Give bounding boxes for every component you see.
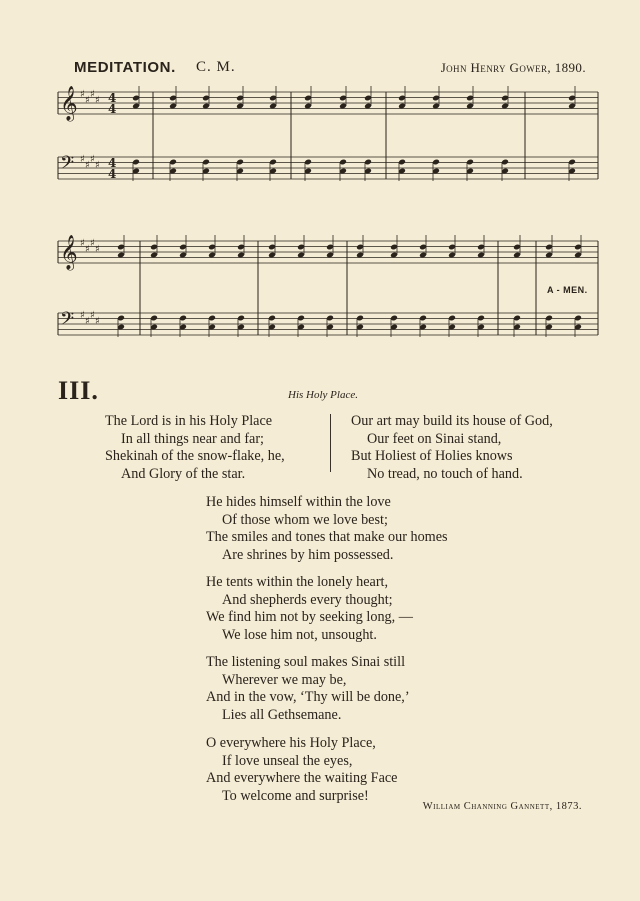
- stanza-1: [105, 413, 285, 483]
- amen-text: A - MEN.: [547, 285, 588, 295]
- stanza-2: [351, 413, 553, 483]
- sharp-sign: ♯: [80, 238, 85, 249]
- music-score: [0, 0, 640, 350]
- stanza-line: And in the vow, ‘Thy will be done,’: [206, 689, 410, 706]
- stanza-line: He hides himself within the love: [206, 494, 391, 510]
- hymn-title: His Holy Place.: [288, 389, 358, 401]
- stanza-line: No tread, no touch of hand.: [367, 465, 523, 482]
- stanza-line: He tents within the lonely heart,: [206, 574, 389, 590]
- bass-clef: 𝄢: [60, 309, 75, 334]
- stanza-line: Are shrines by him possessed.: [222, 546, 394, 563]
- sharp-sign: ♯: [80, 89, 85, 100]
- stanza-line: Shekinah of the snow-flake, he,: [105, 448, 285, 465]
- stanza-line: And Glory of the star.: [121, 465, 246, 482]
- stanza-line: Our art may build its house of God,: [351, 413, 553, 429]
- stanza-5: [206, 654, 410, 724]
- tune-name: MEDITATION.: [74, 59, 176, 76]
- sharp-sign: ♯: [95, 160, 100, 171]
- column-divider: [330, 414, 331, 472]
- stanza-line: The smiles and tones that make our homes: [206, 529, 448, 546]
- stanza-line: Of those whom we love best;: [222, 511, 388, 528]
- sharp-sign: ♯: [85, 244, 90, 255]
- stanza-line: To welcome and surprise!: [222, 787, 369, 804]
- stanza-line: But Holiest of Holies knows: [351, 448, 513, 465]
- bass-clef: 𝄢: [60, 153, 75, 178]
- composer-credit: John Henry Gower, 1890.: [440, 60, 586, 75]
- sharp-sign: ♯: [80, 154, 85, 165]
- stanza-line: If love unseal the eyes,: [222, 752, 353, 769]
- stanza-4: [206, 574, 413, 644]
- stanza-line: Lies all Gethsemane.: [222, 706, 342, 723]
- sharp-sign: ♯: [95, 244, 100, 255]
- stanza-6: [206, 735, 397, 805]
- time-signature: 4: [108, 156, 117, 170]
- stanza-line: Wherever we may be,: [222, 671, 347, 688]
- tune-meter: C. M.: [196, 59, 236, 75]
- sharp-sign: ♯: [85, 160, 90, 171]
- time-signature: 4: [108, 167, 117, 181]
- sharp-sign: ♯: [90, 154, 95, 165]
- stanza-line: The listening soul makes Sinai still: [206, 654, 406, 670]
- stanza-line: O everywhere his Holy Place,: [206, 735, 376, 751]
- stanza-line: We lose him not, unsought.: [222, 626, 377, 643]
- sharp-sign: ♯: [95, 95, 100, 106]
- stanza-line: The Lord is in his Holy Place: [105, 413, 273, 429]
- author-credit: William Channing Gannett, 1873.: [422, 801, 582, 812]
- sharp-sign: ♯: [80, 310, 85, 321]
- stanza-line: In all things near and far;: [121, 430, 265, 447]
- sharp-sign: ♯: [90, 89, 95, 100]
- stanza-line: Our feet on Sinai stand,: [367, 430, 502, 447]
- sharp-sign: ♯: [95, 316, 100, 327]
- treble-clef: 𝄞: [60, 86, 78, 121]
- stanza-line: We find him not by seeking long, —: [206, 609, 413, 626]
- treble-clef: 𝄞: [60, 235, 78, 270]
- sharp-sign: ♯: [90, 310, 95, 321]
- sharp-sign: ♯: [85, 316, 90, 327]
- time-signature: 4: [108, 102, 117, 116]
- stanza-3: [206, 494, 448, 564]
- sharp-sign: ♯: [90, 238, 95, 249]
- sharp-sign: ♯: [85, 95, 90, 106]
- time-signature: 4: [108, 91, 117, 105]
- stanza-line: And everywhere the waiting Face: [206, 770, 398, 787]
- stanza-line: And shepherds every thought;: [222, 591, 393, 608]
- hymn-number: III.: [58, 376, 99, 405]
